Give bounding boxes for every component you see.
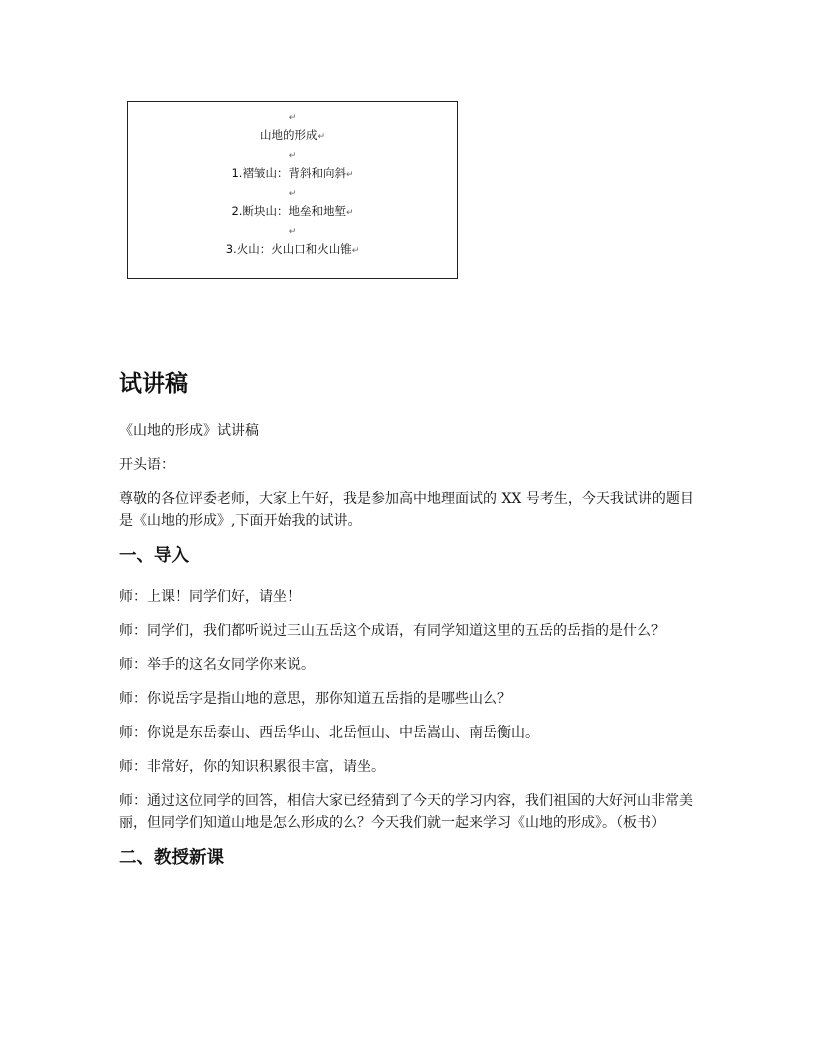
document-body [119,368,699,888]
blackboard-design-box [127,101,458,279]
dialogue-line: 师：通过这位同学的回答，相信大家已经猜到了今天的学习内容，我们祖国的大好河山非常美丽，但同学们知道山地是怎么形成的么？今天我们就一起来学习《山地的形成》。（板书） [119,793,693,831]
board-item: 3.火山：火山口和火山锥 [225,242,352,256]
paragraph-mark-icon: ↵ [317,132,326,142]
opening-paragraph: 尊敬的各位评委老师，大家上午好，我是参加高中地理面试的 XX 号考生，今天我试讲的题目是《山地的形成》,下面开始我的试讲。 [119,491,694,529]
paragraph-mark-icon: ↵ [288,189,297,199]
dialogue-line: 师：你说岳字是指山地的意思，那你知道五岳指的是哪些山么？ [119,691,511,707]
dialogue-line: 师：上课！同学们好，请坐！ [119,589,301,605]
paragraph-mark-icon: ↵ [345,170,354,180]
document-subtitle: 《山地的形成》试讲稿 [119,423,259,439]
opening-label: 开头语： [119,457,175,473]
paragraph-mark-icon: ↵ [288,151,297,161]
dialogue-line: 师：非常好，你的知识积累很丰富，请坐。 [119,759,385,775]
board-item: 2.断块山：地垒和地堑 [231,204,346,218]
paragraph-mark-icon: ↵ [345,208,354,218]
section-heading: 二、教授新课 [119,848,224,868]
dialogue-line: 师：你说是东岳泰山、西岳华山、北岳恒山、中岳嵩山、南岳衡山。 [119,725,539,741]
paragraph-mark-icon: ↵ [288,227,297,237]
board-item: 1.褶皱山：背斜和向斜 [231,166,346,180]
paragraph-mark-icon: ↵ [288,113,297,123]
section-heading: 一、导入 [119,546,189,566]
dialogue-line: 师：同学们，我们都听说过三山五岳这个成语，有同学知道这里的五岳的岳指的是什么？ [119,623,665,639]
page-title: 试讲稿 [119,371,188,397]
board-title: 山地的形成 [259,128,318,142]
dialogue-line: 师：举手的这名女同学你来说。 [119,657,315,673]
paragraph-mark-icon: ↵ [351,246,360,256]
